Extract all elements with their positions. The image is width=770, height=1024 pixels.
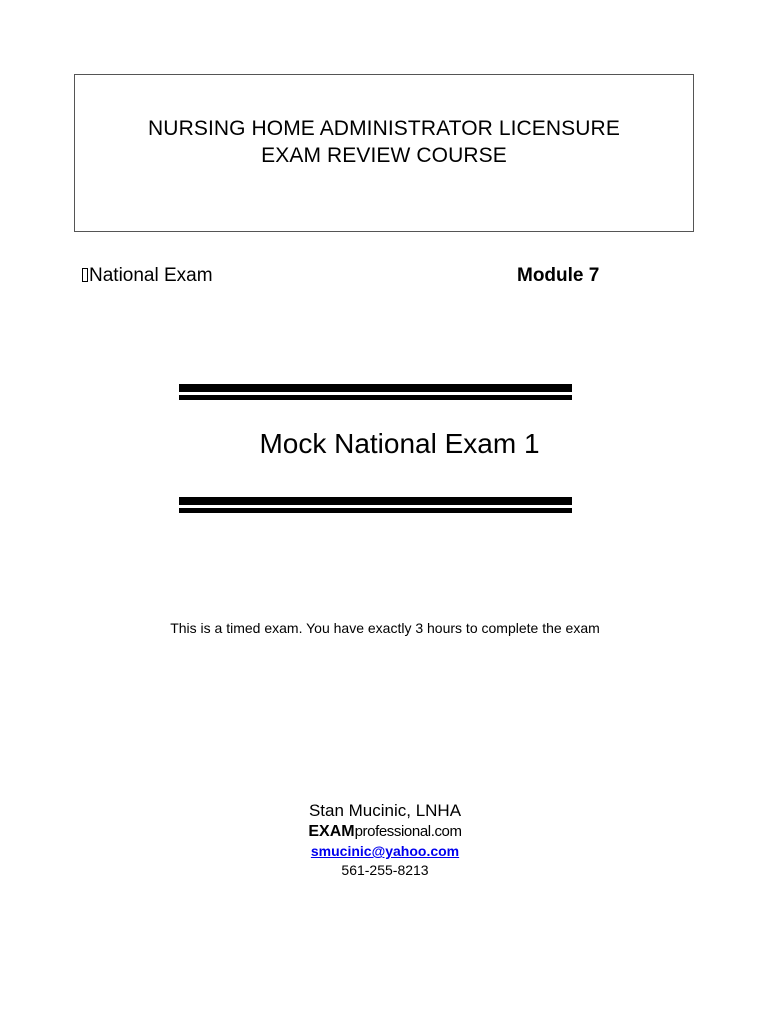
website	[0, 822, 770, 842]
email-link[interactable]: smucinic@yahoo.com	[310, 843, 460, 859]
missing-glyph-icon	[82, 268, 88, 282]
rule-thin-bar	[179, 508, 572, 513]
website-rest-part: professional.com	[354, 823, 462, 840]
contact-block	[0, 800, 770, 879]
module-label: Module 7	[517, 265, 600, 286]
website-bold-part: EXAM	[308, 823, 355, 840]
title-box	[74, 74, 694, 232]
page-title: Mock National Exam 1	[259, 428, 540, 459]
rule-thick-bar	[179, 384, 572, 392]
rule-thick-bar	[179, 497, 572, 505]
exam-instructions: This is a timed exam. You have exactly 3 hours to complete the exam	[170, 620, 600, 636]
rule-thin-bar	[179, 395, 572, 400]
double-rule-bottom	[179, 497, 572, 515]
double-rule-top	[179, 384, 572, 402]
course-title-line-1: NURSING HOME ADMINISTRATOR LICENSURE	[148, 117, 620, 140]
phone-number: 561-255-8213	[341, 862, 429, 878]
author-name: Stan Mucinic, LNHA	[308, 801, 462, 820]
course-title-line-2: EXAM REVIEW COURSE	[261, 144, 507, 167]
exam-type-text: National Exam	[89, 265, 213, 286]
exam-type-label	[82, 264, 213, 288]
